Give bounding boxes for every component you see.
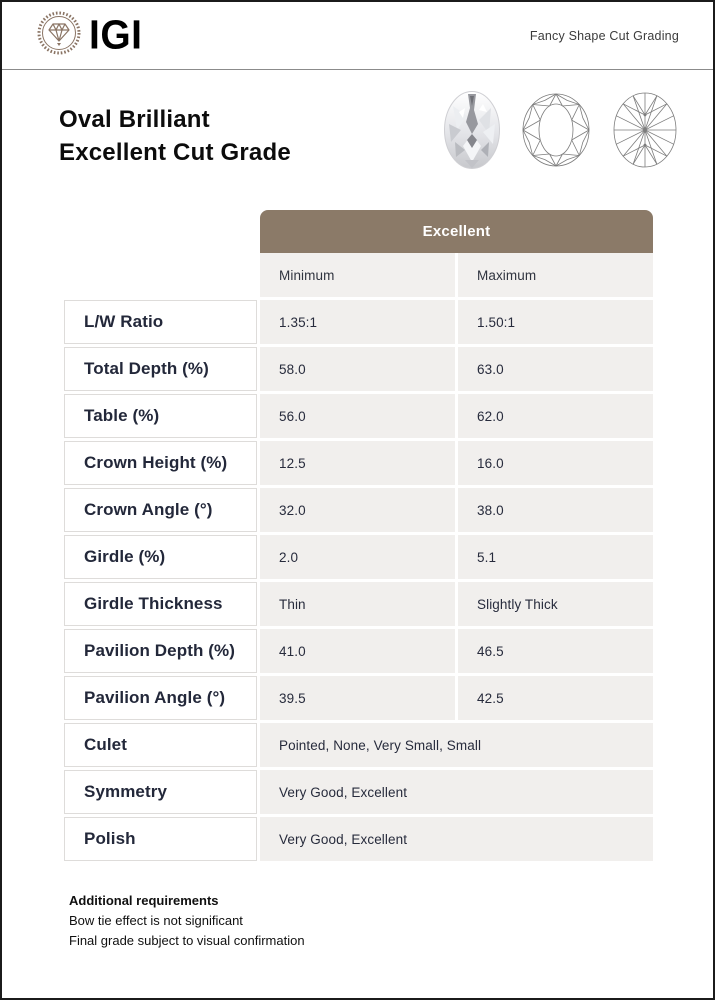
row-min: 1.35:1	[260, 300, 455, 344]
row-min: 32.0	[260, 488, 455, 532]
page-title-line1: Oval Brilliant	[59, 106, 210, 133]
row-label: L/W Ratio	[64, 300, 257, 344]
row-label: Girdle Thickness	[64, 582, 257, 626]
oval-diamond-photo	[443, 90, 501, 175]
row-min: 12.5	[260, 441, 455, 485]
grading-table	[64, 210, 653, 861]
page-title-line2: Excellent Cut Grade	[59, 138, 291, 166]
page-title	[59, 104, 291, 170]
row-min: 39.5	[260, 676, 455, 720]
row-span-value: Very Good, Excellent	[260, 817, 653, 861]
igi-logo	[36, 10, 143, 61]
row-span-value: Pointed, None, Very Small, Small	[260, 723, 653, 767]
column-header-minimum: Minimum	[260, 253, 455, 297]
additional-requirements-heading: Additional requirements	[69, 893, 219, 908]
row-max: 5.1	[458, 535, 653, 579]
grading-grid	[64, 253, 653, 861]
row-max: 46.5	[458, 629, 653, 673]
row-min: Thin	[260, 582, 455, 626]
row-label: Culet	[64, 723, 257, 767]
row-label: Crown Height (%)	[64, 441, 257, 485]
row-max: 16.0	[458, 441, 653, 485]
row-max: 38.0	[458, 488, 653, 532]
row-label: Table (%)	[64, 394, 257, 438]
igi-wordmark: IGI	[89, 13, 143, 58]
row-max: 1.50:1	[458, 300, 653, 344]
row-label: Polish	[64, 817, 257, 861]
row-label: Crown Angle (°)	[64, 488, 257, 532]
additional-requirements	[69, 891, 305, 951]
row-max: 62.0	[458, 394, 653, 438]
column-header-maximum: Maximum	[458, 253, 653, 297]
row-label: Total Depth (%)	[64, 347, 257, 391]
header	[2, 2, 713, 70]
additional-requirements-line1: Bow tie effect is not significant	[69, 913, 243, 929]
row-max: 63.0	[458, 347, 653, 391]
igi-seal-icon	[36, 10, 82, 61]
diamond-illustrations	[443, 90, 679, 175]
row-label: Symmetry	[64, 770, 257, 814]
row-min: 58.0	[260, 347, 455, 391]
row-span-value: Very Good, Excellent	[260, 770, 653, 814]
oval-pavilion-facet-diagram	[611, 90, 679, 175]
grade-header-cell: Excellent	[260, 210, 653, 253]
row-max: Slightly Thick	[458, 582, 653, 626]
row-min: 41.0	[260, 629, 455, 673]
corner-blank-cell	[64, 253, 257, 297]
row-min: 56.0	[260, 394, 455, 438]
row-max: 42.5	[458, 676, 653, 720]
header-subtitle: Fancy Shape Cut Grading	[529, 28, 679, 43]
row-min: 2.0	[260, 535, 455, 579]
additional-requirements-line2: Final grade subject to visual confirmation	[69, 933, 305, 949]
oval-crown-facet-diagram	[520, 92, 592, 173]
row-label: Pavilion Depth (%)	[64, 629, 257, 673]
row-label: Pavilion Angle (°)	[64, 676, 257, 720]
row-label: Girdle (%)	[64, 535, 257, 579]
